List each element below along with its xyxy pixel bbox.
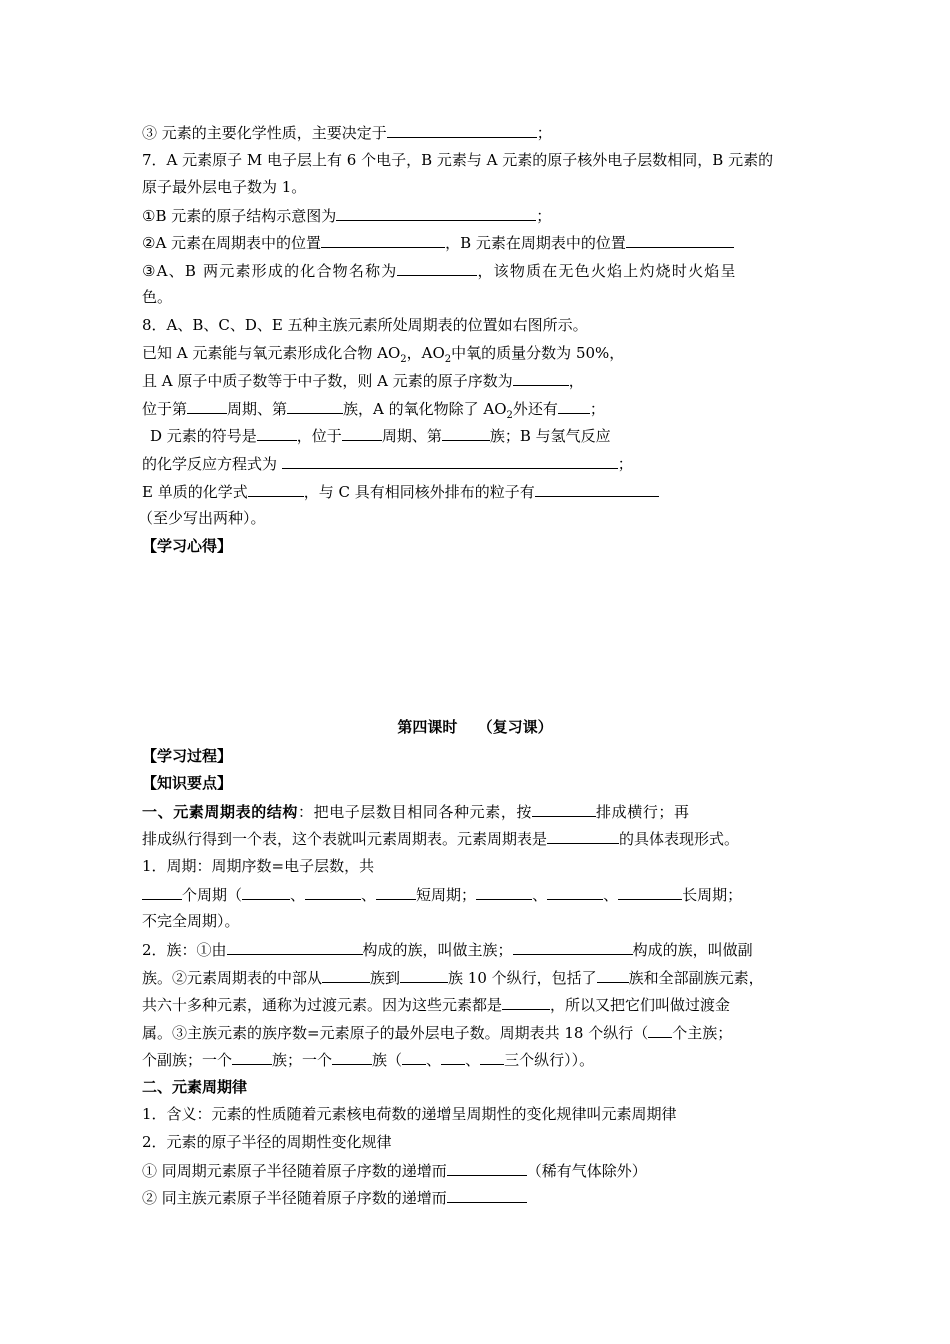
heading-key-points: 【知识要点】 [142,774,233,792]
group-line1: 2．族：①由 构成的族，叫做主族； 构成的族，叫做副 [142,941,753,959]
blank [400,967,448,983]
blank [305,884,361,900]
heading-learning-process: 【学习过程】 [142,747,233,765]
s1-line1: 一、元素周期表的结构：把电子层数目相同各种元素，按 排成横行；再 [142,803,690,821]
blank [441,1049,465,1065]
group-line3: 共六十多种元素，通称为过渡元素。因为这些元素都是 ，所以又把它们叫做过渡金 [142,996,731,1014]
heading-learning-notes: 【学习心得】 [142,537,233,555]
group-line5: 个副族；一个 族；一个 族（ 、 、 三个纵行））。 [142,1051,595,1069]
q7-part3-cont: 色。 [142,288,173,306]
blank [402,1049,426,1065]
blank [142,884,182,900]
blank [242,884,290,900]
blank [618,884,682,900]
blank [476,884,532,900]
blank [513,370,569,386]
q7-line1: 7．A 元素原子 M 电子层上有 6 个电子，B 元素与 A 元素的原子核外电子层数相同，B 元素的 [142,151,774,169]
period-line1: 1．周期：周期序数=电子层数，共 [142,857,375,875]
q7-part1: ①B 元素的原子结构示意图为 ； [142,207,552,225]
blank [397,260,477,276]
blank [376,884,416,900]
blank [513,939,633,955]
q8-line1: 8．A、B、C、D、E 五种主族元素所处周期表的位置如右图所示。 [142,316,588,334]
q8-line5: D 元素的符号是 ，位于 周期、第 族；B 与氢气反应 [150,427,611,445]
blank [187,398,227,414]
blank [597,967,629,983]
s1-line2: 排成纵行得到一个表，这个表就叫元素周期表。元素周期表是 的具体表现形式。 [142,830,740,848]
group-line2: 族。②元素周期表的中部从 族到 族 10 个纵行，包括了 族和全部副族元素， [142,969,764,987]
group-line4: 属。③主族元素的族序数=元素原子的最外层电子数。周期表共 18 个纵行（ 个主族； [142,1024,733,1042]
blank [480,1049,504,1065]
law-line3: ① 同周期元素原子半径随着原子序数的递增而 （稀有气体除外） [142,1162,647,1180]
q7-part3: ③A、B 两元素形成的化合物名称为 ，该物质在无色火焰上灼烧时火焰呈 [142,262,737,280]
blank [532,801,596,817]
law-line2: 2．元素的原子半径的周期性变化规律 [142,1133,392,1151]
blank [287,398,343,414]
blank [332,1049,372,1065]
blank [558,398,590,414]
blank [227,939,363,955]
blank [342,425,382,441]
law-line1: 1．含义：元素的性质随着元素核电荷数的递增呈周期性的变化规律叫元素周期律 [142,1105,677,1123]
blank [447,1187,527,1203]
blank [387,122,537,138]
law-line4: ② 同主族元素原子半径随着原子序数的递增而 [142,1187,527,1208]
s2-heading: 二、元素周期律 [142,1078,248,1096]
q8-line4: 位于第 周期、第 族，A 的氧化物除了 $AO_2$外还有 ； [142,400,605,421]
q8-line6: 的化学反应方程式为 ； [142,455,633,473]
blank [336,205,536,221]
q7-line2: 原子最外层电子数为 1。 [142,178,307,196]
period-line2: 个周期（ 、 、 短周期； 、 、 长周期； [142,884,742,905]
q8-line8: （至少写出两种）。 [138,509,266,527]
blank [232,1049,272,1065]
blank [626,232,734,248]
blank [447,1160,527,1176]
blank [248,481,304,497]
q7-part2: ②A 元素在周期表中的位置 ，B 元素在周期表中的位置 [142,232,734,253]
blank [442,425,490,441]
period-line3: 不完全周期）。 [142,912,240,930]
q8-line7: E 单质的化学式 ，与 C 具有相同核外排布的粒子有 [142,481,659,502]
blank [648,1022,672,1038]
q6-part3: ③ 元素的主要化学性质，主要决定于 ； [142,124,552,142]
blank [502,994,550,1010]
blank [547,884,603,900]
blank [282,453,618,469]
blank [547,828,619,844]
q8-line2: 已知 A 元素能与氧元素形成化合物 $AO_2$，$AO_2$中氧的质量分数为 50%， [142,344,625,365]
blank [321,232,445,248]
lesson-title: 第四课时 （复习课） [397,718,553,736]
blank [535,481,659,497]
blank [322,967,370,983]
q8-line3: 且 A 原子中质子数等于中子数，则 A 元素的原子序数为 ， [142,372,584,390]
blank [257,425,297,441]
